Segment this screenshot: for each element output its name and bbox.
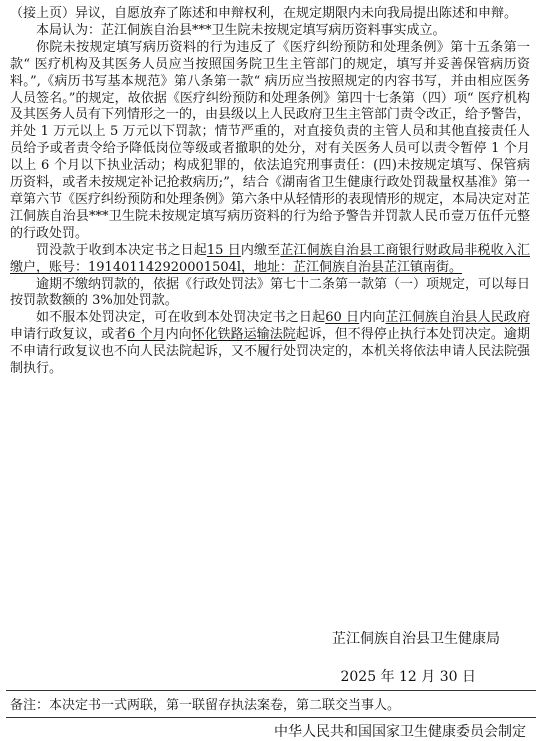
footnote-bottom-rule bbox=[6, 717, 536, 718]
footnote-top-rule bbox=[6, 690, 536, 691]
issuing-authority: 芷江侗族自治县卫生健康局 bbox=[332, 631, 500, 647]
payment-deadline: 15 日 bbox=[206, 242, 241, 258]
paragraph-legal-basis: 你院未按规定填写病历资料的行为违反了《医疗纠纷预防和处理条例》第十五条第一款“ 医疗机构及其医务人员应当按照国务院卫生主管部门的规定，填写并妥善保管病历资料。”,《病历书写基本规范》第八条第一款“ 病历应当按照规定的内容书写，并由相应医务人员签名。”的规定，故依据《医疗纠纷预防和处理条例》第四十七条第（四）项“ 医疗机构及其医务人员有下列情形之一的，由县级以上人民政府卫生主管部门责令改正，给予警告，并处 1 万元以上 5 万元以下罚款；情节严重的，对直接负责的主管人员和其他直接责任人员给予或者责令给予降低岗位等级或者撤职的处分，对有关医务人员可以责令暂停 1 个月以上 6 个月以下执业活动；构成犯罪的，依法追究刑事责任：(四)未按规定填写、保管病历资料，或者未按规定补记抢救病历;”，结合《湖南省卫生健康行政处罚裁量权基准》第一章第六节《医疗纠纷预防和处理条例》第六条中从轻情形的表现情形的规定，本局决定对芷江侗族自治县***卫生院未按规定填写病历资料的行为给予警告并罚款人民币壹万伍仟元整的行政处罚。 bbox=[10, 39, 531, 241]
paragraph-late-penalty: 逾期不缴纳罚款的，依据《行政处罚法》第七十二条第一款第（一）项规定，可以每日按罚款数额的 3%加处罚款。 bbox=[10, 276, 531, 309]
appeal-text-e: 申请行政复议，或者 bbox=[10, 327, 128, 343]
issue-date: 2025 年 12 月 30 日 bbox=[340, 669, 476, 685]
appeal-review-body: 芷江侗族自治县人民政府 bbox=[385, 310, 530, 326]
appeal-review-deadline: 60 日 bbox=[325, 310, 360, 326]
paragraph-continued: （接上页）异议，自愿放弃了陈述和申辩权利，在规定期限内未向我局提出陈述和申辩。 bbox=[10, 6, 518, 21]
paragraph-finding: 本局认为：芷江侗族自治县***卫生院未按规定填写病历资料事实成立。 bbox=[36, 22, 446, 38]
paragraph-payment bbox=[10, 243, 530, 277]
footnote-remark: 备注：本决定书一式两联，第一联留存执法案卷，第二联交当事人。 bbox=[10, 698, 401, 713]
appeal-text-g: 内向 bbox=[165, 327, 192, 343]
paragraph-appeal bbox=[10, 310, 530, 378]
decision-body bbox=[10, 6, 530, 378]
appeal-text-i: 起诉，但不得停止执行本处罚决定。逾期不申请行政复议也不向人民法院起诉，又不履行处罚决定的，本机关将依法申请人民法院强制执行。 bbox=[10, 327, 531, 377]
payment-text-c: 内缴至 bbox=[240, 242, 281, 258]
payment-account: 芷江侗族自治县工商银行财政局非税收入汇缴户，账号：191401142920001504l，地址：芷江侗族自治县芷江镇南街。 bbox=[10, 242, 530, 275]
appeal-text-c: 内向 bbox=[359, 310, 386, 326]
form-maker: 中华人民共和国国家卫生健康委员会制定 bbox=[274, 724, 526, 740]
payment-text-a: 罚没款于收到本决定书之日起 bbox=[36, 242, 207, 258]
appeal-court: 怀化铁路运输法院 bbox=[191, 327, 296, 343]
appeal-lawsuit-deadline: 6 个月 bbox=[127, 327, 166, 343]
appeal-text-a: 如不服本处罚决定，可在收到本处罚决定书之日起 bbox=[36, 310, 326, 326]
